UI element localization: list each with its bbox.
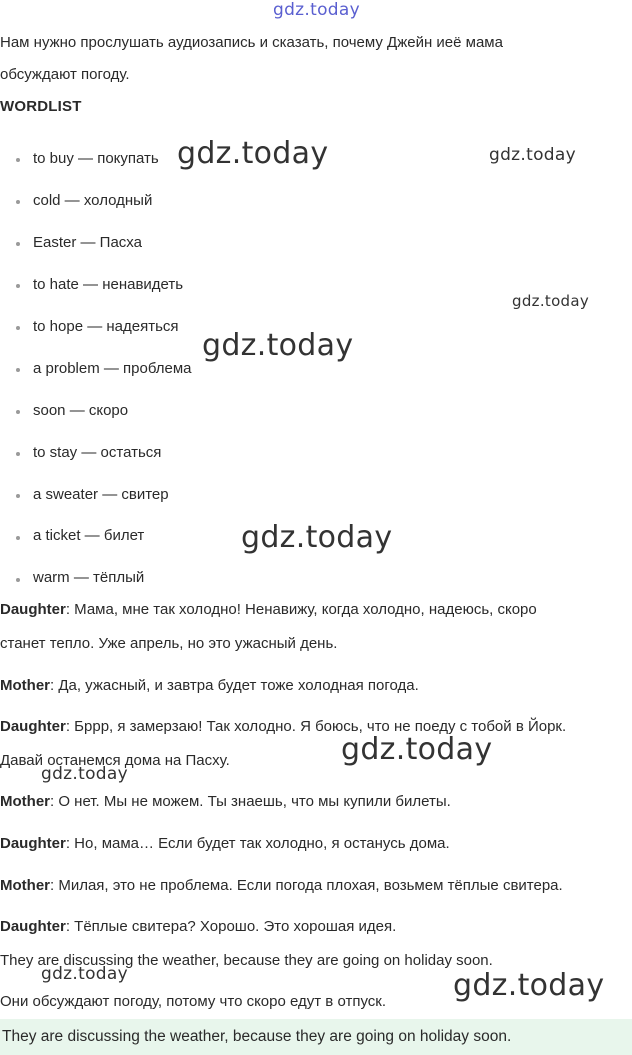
dialogue-line <box>0 793 451 810</box>
intro-line-2: обсуждают погоду. <box>0 66 130 83</box>
utterance: : Бррр, я замерзаю! Так холодно. Я боюсь, что не поеду с тобой в Йорк. <box>65 718 567 735</box>
speaker: Mother <box>0 877 50 894</box>
watermark: gdz.today <box>41 764 128 784</box>
utterance: : О нет. Мы не можем. Ты знаешь, что мы купили билеты. <box>50 793 451 810</box>
watermark: gdz.today <box>177 136 329 171</box>
bullet-icon <box>16 410 20 414</box>
bullet-icon <box>16 578 20 582</box>
bullet-icon <box>16 326 20 330</box>
bullet-icon <box>16 200 20 204</box>
utterance: : Тёплые свитера? Хорошо. Это хорошая идея. <box>65 918 397 935</box>
list-item: Easter — Пасха <box>33 234 142 251</box>
conclusion-en: They are discussing the weather, because they are going on holiday soon. <box>0 952 493 969</box>
utterance: : Мама, мне так холодно! Ненавижу, когда холодно, надеюсь, скоро <box>65 601 537 618</box>
list-item: to hope — надеяться <box>33 318 179 335</box>
bullet-icon <box>16 536 20 540</box>
bullet-icon <box>16 158 20 162</box>
list-item: cold — холодный <box>33 192 153 209</box>
utterance: : Да, ужасный, и завтра будет тоже холодная погода. <box>50 677 419 694</box>
list-item: to buy — покупать <box>33 150 159 167</box>
dialogue-line <box>0 718 566 735</box>
utterance: : Но, мама… Если будет так холодно, я останусь дома. <box>65 835 450 852</box>
speaker: Mother <box>0 793 50 810</box>
list-item: soon — скоро <box>33 402 129 419</box>
watermark: gdz.today <box>453 968 605 1003</box>
watermark: gdz.today <box>202 328 354 363</box>
dialogue-line <box>0 677 419 694</box>
speaker: Daughter <box>0 918 66 935</box>
watermark: gdz.today <box>512 292 590 310</box>
dialogue-line <box>0 877 563 894</box>
list-item: to stay — остаться <box>33 444 162 461</box>
watermark-top: gdz.today <box>273 0 360 20</box>
list-item: a sweater — свитер <box>33 486 169 503</box>
speaker: Mother <box>0 677 50 694</box>
dialogue-line-cont: Давай останемся дома на Пасху. <box>0 752 230 769</box>
speaker: Daughter <box>0 835 66 852</box>
list-item: a ticket — билет <box>33 527 145 544</box>
intro-line-1: Нам нужно прослушать аудиозапись и сказать, почему Джейн иеё мама <box>0 34 503 51</box>
bullet-icon <box>16 368 20 372</box>
conclusion-ru: Они обсуждают погоду, потому что скоро едут в отпуск. <box>0 993 387 1010</box>
dialogue-line <box>0 918 396 935</box>
wordlist-heading: WORDLIST <box>0 98 82 115</box>
bullet-icon <box>16 284 20 288</box>
bullet-icon <box>16 494 20 498</box>
watermark: gdz.today <box>489 145 576 165</box>
answer-box: They are discussing the weather, because they are going on holiday soon. <box>0 1019 632 1055</box>
list-item: to hate — ненавидеть <box>33 276 184 293</box>
watermark: gdz.today <box>241 520 393 555</box>
watermark: gdz.today <box>341 732 493 767</box>
watermark: gdz.today <box>41 964 128 984</box>
utterance: : Милая, это не проблема. Если погода плохая, возьмем тёплые свитера. <box>50 877 563 894</box>
speaker: Daughter <box>0 601 66 618</box>
list-item: warm — тёплый <box>33 569 145 586</box>
list-item: a problem — проблема <box>33 360 192 377</box>
bullet-icon <box>16 452 20 456</box>
speaker: Daughter <box>0 718 66 735</box>
dialogue-line <box>0 601 537 618</box>
dialogue-line <box>0 835 450 852</box>
bullet-icon <box>16 242 20 246</box>
dialogue-line-cont: станет тепло. Уже апрель, но это ужасный день. <box>0 635 338 652</box>
